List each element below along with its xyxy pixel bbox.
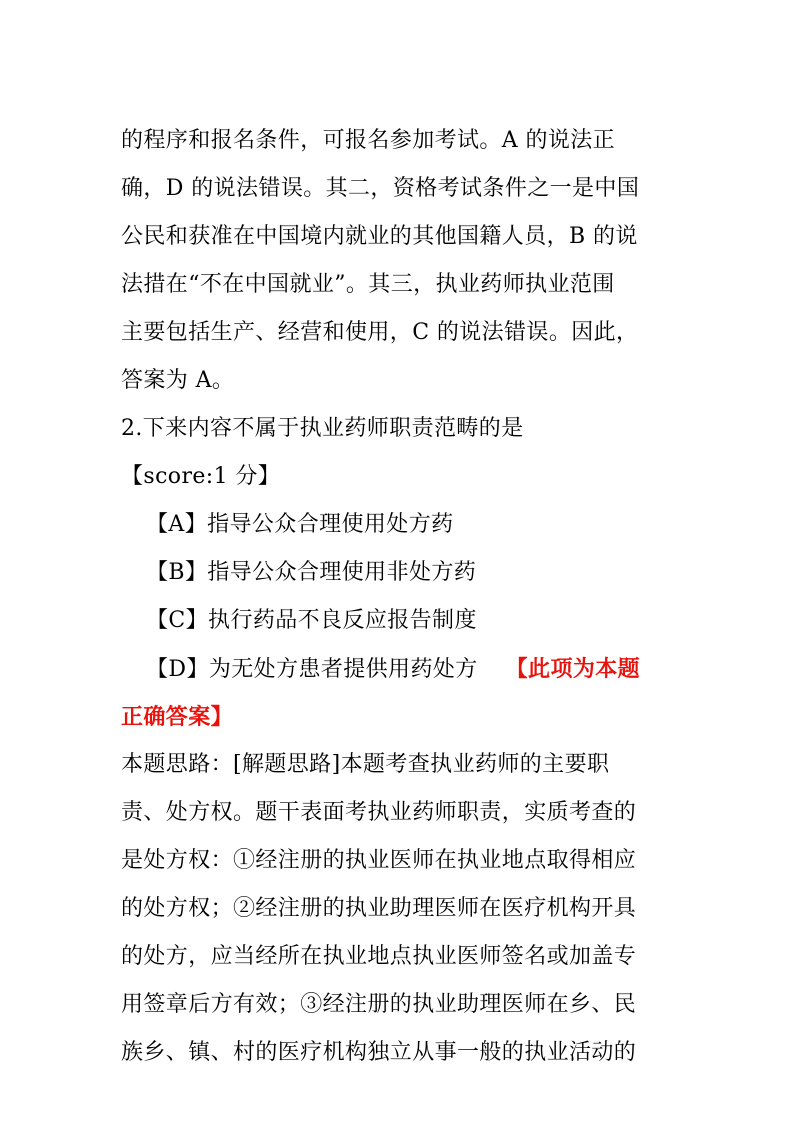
correct-answer-marker-continuation bbox=[121, 702, 681, 733]
prev-explanation-line-2: 确，D 的说法错误。其二，资格考试条件之一是中国 bbox=[121, 176, 640, 201]
option-b-text: 指导公众合理使用非处方药 bbox=[207, 560, 477, 585]
option-d-label: 【D】 bbox=[146, 657, 209, 682]
option-b bbox=[146, 558, 706, 588]
prev-explanation-line-3: 公民和获准在中国境内就业的其他国籍人员，B 的说 bbox=[121, 224, 638, 249]
option-c-text: 执行药品不良反应报告制度 bbox=[208, 608, 477, 633]
option-a bbox=[146, 510, 706, 540]
correct-answer-marker-line-1: 【此项为本题 bbox=[505, 656, 641, 682]
explanation-line-7: 族乡、镇、村的医疗机构独立从事一般的执业活动的 bbox=[121, 1040, 637, 1065]
option-a-label: 【A】 bbox=[146, 512, 208, 537]
question-stem: 2.下来内容不属于执业药师职责范畴的是 bbox=[121, 416, 524, 441]
explanation-line-4: 的处方权；②经注册的执业助理医师在医疗机构开具 bbox=[121, 896, 637, 921]
correct-answer-marker-line-2: 正确答案】 bbox=[121, 704, 234, 730]
prev-explanation-line-6: 答案为 A。 bbox=[121, 368, 235, 393]
option-d bbox=[146, 654, 706, 685]
explanation-line-3: 是处方权：①经注册的执业医师在执业地点取得相应 bbox=[121, 848, 637, 873]
explanation-line-2: 责、处方权。题干表面考执业药师职责，实质考查的 bbox=[121, 800, 637, 825]
prev-explanation-line-4: 法措在“不在中国就业”。其三，执业药师执业范围 bbox=[121, 272, 615, 297]
prev-explanation-line-1: 的程序和报名条件，可报名参加考试。A 的说法正 bbox=[121, 128, 616, 153]
question-score: 【score:1 分】 bbox=[121, 464, 281, 489]
prev-explanation-line-5: 主要包括生产、经营和使用，C 的说法错误。因此， bbox=[121, 320, 639, 345]
option-a-text: 指导公众合理使用处方药 bbox=[207, 512, 454, 537]
explanation-line-5: 的处方，应当经所在执业地点执业医师签名或加盖专 bbox=[121, 944, 637, 969]
option-b-label: 【B】 bbox=[146, 560, 208, 585]
explanation-line-1: 本题思路：[解题思路]本题考查执业药师的主要职 bbox=[121, 752, 610, 777]
option-c bbox=[146, 606, 706, 636]
option-c-label: 【C】 bbox=[146, 608, 209, 633]
option-d-text: 为无处方患者提供用药处方 bbox=[208, 657, 478, 682]
explanation-line-6: 用签章后方有效；③经注册的执业助理医师在乡、民 bbox=[121, 992, 637, 1017]
